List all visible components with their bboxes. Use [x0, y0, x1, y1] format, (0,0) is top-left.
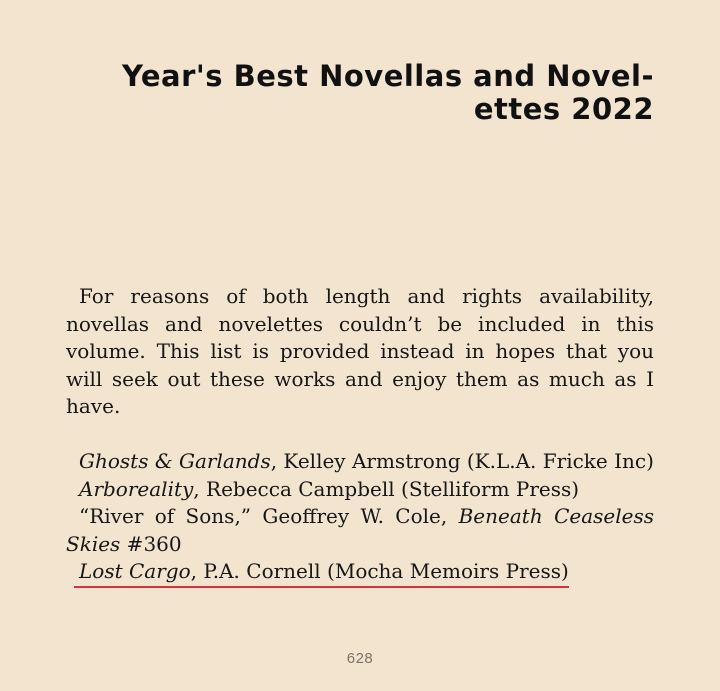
- works-list: [66, 448, 654, 586]
- work-issue: #360: [120, 531, 182, 556]
- text-highlight[interactable]: [74, 559, 569, 588]
- work-details: , Rebecca Campbell (Stelliform Press): [193, 476, 580, 501]
- list-item[interactable]: [66, 448, 654, 476]
- list-item-highlighted[interactable]: [66, 558, 654, 586]
- work-title: Ghosts & Garlands: [79, 449, 271, 473]
- work-title: Arboreality: [79, 476, 194, 501]
- work-details: , Kelley Armstrong (K.L.A. Fricke Inc): [270, 449, 654, 473]
- list-item[interactable]: [66, 476, 654, 504]
- list-item[interactable]: [66, 503, 654, 558]
- page-number: 628: [346, 650, 374, 667]
- work-details: “River of Sons,” Geoffrey W. Cole,: [79, 504, 459, 528]
- work-venue: Beneath Ceaseless Skies: [66, 504, 654, 556]
- work-title: Lost Cargo: [79, 559, 191, 583]
- intro-paragraph: For reasons of both length and rights availability, novellas and novelettes couldn’t be included in this volume. This list is provided instead in hopes that you will seek out these works and enjoy them as much as I have.: [66, 284, 654, 418]
- work-details: , P.A. Cornell (Mocha Memoirs Press): [190, 559, 569, 583]
- chapter-title: Year's Best Novellas and Novel-ettes 2022: [122, 59, 654, 126]
